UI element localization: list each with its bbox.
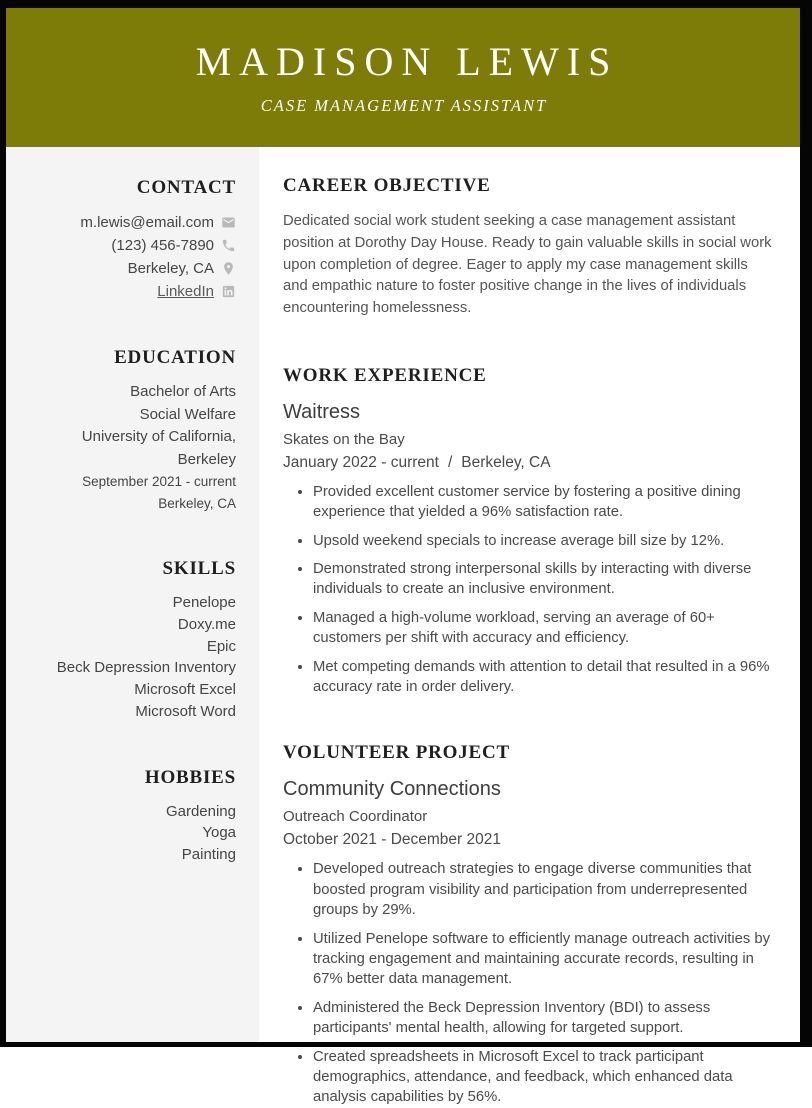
bullet-item: • Developed outreach strategies to engage diverse communities that boosted program visibility and participation from underrepresented groups by 29%. bbox=[313, 859, 775, 920]
contact-linkedin-row bbox=[20, 280, 236, 303]
volunteer-org: Community Connections bbox=[283, 778, 501, 801]
job-title: Waitress bbox=[283, 400, 361, 423]
education-dates: September 2021 - current bbox=[82, 474, 236, 489]
job-dateline bbox=[283, 454, 775, 472]
career-objective-heading: CAREER OBJECTIVE bbox=[283, 175, 491, 196]
skill-item: Microsoft Word bbox=[135, 702, 236, 720]
main-column bbox=[259, 147, 800, 1106]
work-experience-section bbox=[283, 365, 775, 698]
sidebar bbox=[6, 147, 259, 1042]
job-dates: January 2022 - current bbox=[283, 453, 439, 471]
contact-email-row bbox=[20, 211, 236, 234]
bullet-item: • Demonstrated strong interpersonal skills by interacting with diverse individuals to create an inclusive environment. bbox=[313, 559, 775, 600]
career-objective-section bbox=[283, 175, 775, 320]
bullet-item: • Provided excellent customer service by fostering a positive dining experience that yielded a 96% satisfaction rate. bbox=[313, 482, 775, 523]
page-content bbox=[6, 147, 800, 1106]
hobbies-section bbox=[20, 767, 236, 866]
volunteer-project-bullets bbox=[283, 859, 775, 1107]
volunteer-dates: October 2021 - December 2021 bbox=[283, 831, 501, 849]
bullet-item: • Administered the Beck Depression Inventory (BDI) to assess participants' mental health, allowing for targeted support. bbox=[313, 998, 775, 1039]
email-icon bbox=[221, 215, 236, 230]
education-heading: EDUCATION bbox=[114, 347, 236, 368]
skills-heading: SKILLS bbox=[162, 558, 236, 580]
hobby-item: Painting bbox=[181, 846, 236, 864]
bullet-item: • Met competing demands with attention to detail that resulted in a 96% accuracy rate in order delivery. bbox=[313, 657, 775, 698]
work-experience-bullets bbox=[283, 482, 775, 698]
header-band bbox=[6, 8, 800, 147]
bullet-item: • Utilized Penelope software to efficiently manage outreach activities by tracking engagement and maintaining accurate records, resulting in 67% better data management. bbox=[313, 929, 775, 990]
skill-item: Doxy.me bbox=[177, 615, 236, 633]
candidate-name: MADISON LEWIS bbox=[195, 38, 619, 84]
bullet-item: • Managed a high-volume workload, serving an average of 60+ customers per shift with accuracy and efficiency. bbox=[313, 608, 775, 649]
hobby-item: Yoga bbox=[202, 824, 236, 842]
volunteer-role: Outreach Coordinator bbox=[283, 808, 428, 826]
bullet-item: • Created spreadsheets in Microsoft Excel to track participant demographics, attendance, and feedback, which enhanced data analysis capabilities by 56%. bbox=[313, 1047, 775, 1108]
contact-phone-row bbox=[20, 234, 236, 257]
contact-phone-text: (123) 456-7890 bbox=[111, 237, 214, 254]
linkedin-link[interactable]: LinkedIn bbox=[157, 283, 214, 300]
education-section bbox=[20, 347, 236, 514]
candidate-job-title: CASE MANAGEMENT ASSISTANT bbox=[260, 95, 548, 115]
education-degree: Bachelor of Arts bbox=[130, 383, 236, 400]
volunteer-project-section bbox=[283, 742, 775, 1107]
contact-heading: CONTACT bbox=[136, 177, 236, 198]
education-location: Berkeley, CA bbox=[158, 495, 236, 511]
education-school: University of California, Berkeley bbox=[81, 428, 236, 468]
skill-item: Microsoft Excel bbox=[134, 681, 236, 699]
location-pin-icon bbox=[221, 261, 236, 276]
skills-section bbox=[20, 558, 236, 723]
linkedin-icon bbox=[221, 284, 236, 299]
contact-location-row bbox=[20, 257, 236, 280]
bullet-item: • Upsold weekend specials to increase average bill size by 12%. bbox=[313, 531, 775, 551]
skill-item: Beck Depression Inventory bbox=[56, 659, 236, 677]
education-field: Social Welfare bbox=[139, 405, 236, 423]
hobby-item: Gardening bbox=[165, 802, 236, 820]
dateline-separator: / bbox=[447, 453, 453, 471]
skill-item: Penelope bbox=[172, 594, 236, 612]
company-name: Skates on the Bay bbox=[283, 430, 405, 448]
skill-item: Epic bbox=[206, 637, 236, 655]
job-location: Berkeley, CA bbox=[461, 453, 551, 471]
hobbies-heading: HOBBIES bbox=[144, 766, 236, 788]
contact-section bbox=[20, 177, 236, 303]
contact-email-text: m.lewis@email.com bbox=[80, 214, 214, 231]
volunteer-project-heading: VOLUNTEER PROJECT bbox=[283, 742, 510, 764]
work-experience-heading: WORK EXPERIENCE bbox=[283, 364, 487, 386]
phone-icon bbox=[221, 238, 236, 253]
contact-location-text: Berkeley, CA bbox=[127, 260, 214, 277]
career-objective-text: Dedicated social work student seeking a case management assistant position at Dorothy Day House. Ready to gain valuable skills in social work upon completion of degree. Eager to apply my case management skills and empathic nature to foster positive change in the lives of individuals encountering homelessness. bbox=[283, 213, 772, 316]
